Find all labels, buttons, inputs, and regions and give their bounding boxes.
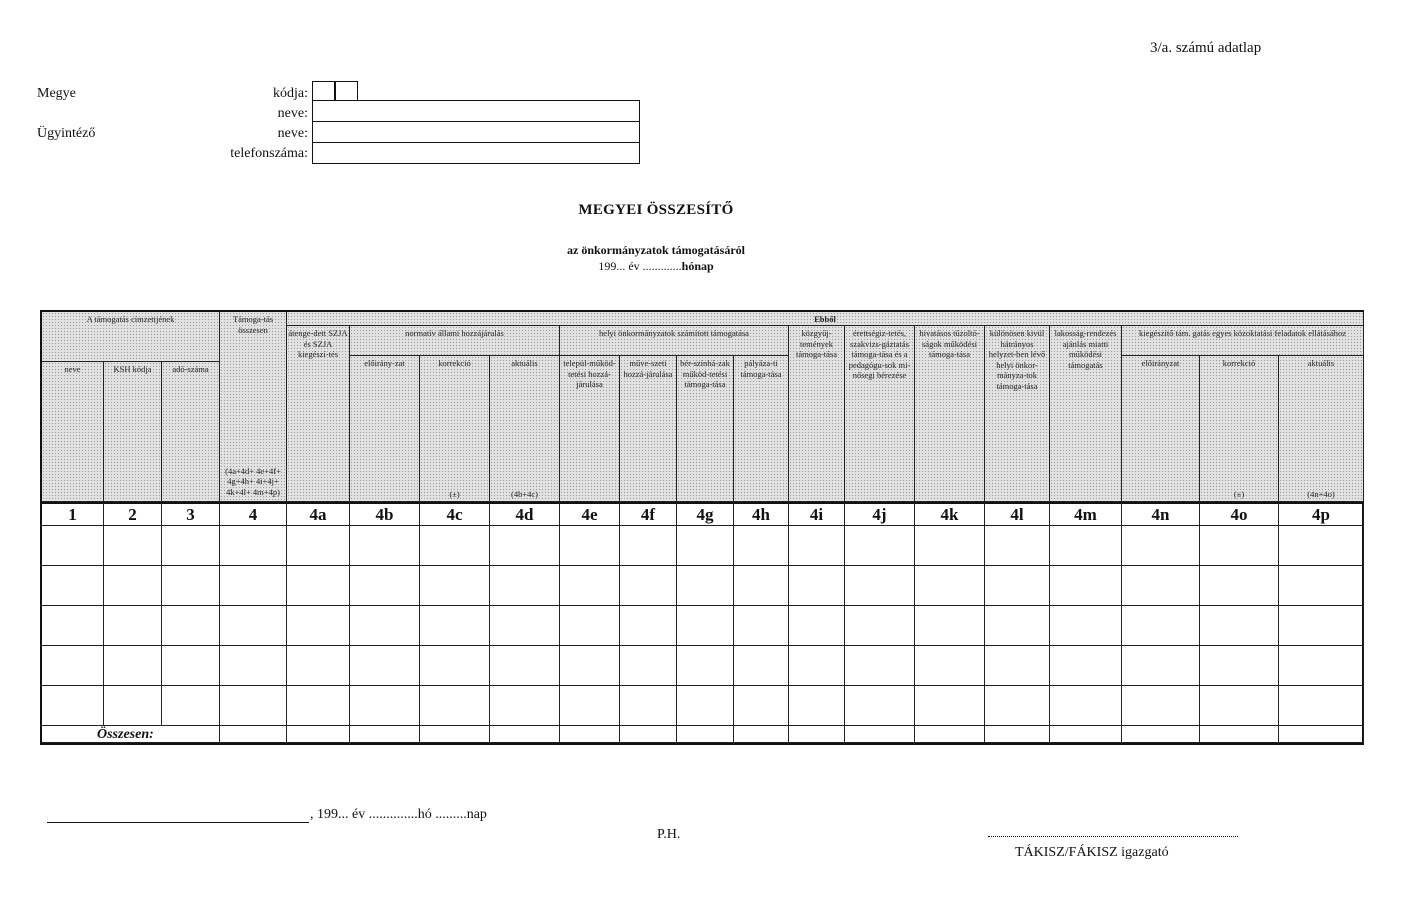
column-number-4o	[1200, 502, 1279, 526]
total-cell[interactable]	[350, 726, 420, 743]
total-cell[interactable]	[490, 726, 560, 743]
data-cell[interactable]	[1050, 526, 1122, 566]
data-cell[interactable]	[104, 606, 162, 646]
column-header-label: települ-működ-tetési hozzá-járulása	[563, 358, 616, 389]
data-cell[interactable]	[350, 566, 420, 606]
data-cell[interactable]	[420, 686, 490, 726]
data-cell[interactable]	[560, 686, 620, 726]
data-cell[interactable]	[220, 566, 287, 606]
total-label: Összesen:	[97, 727, 154, 742]
data-cell[interactable]	[220, 606, 287, 646]
data-cell[interactable]	[845, 606, 915, 646]
total-cell[interactable]	[677, 726, 734, 743]
data-cell[interactable]	[620, 646, 677, 686]
data-cell[interactable]	[845, 566, 915, 606]
header-total-formula: (4a+4d+ 4e+4f+ 4g+4h+ 4i+4j+ 4k+4l+ 4m+4p)	[225, 465, 281, 497]
data-cell[interactable]	[789, 686, 845, 726]
data-cell[interactable]	[560, 566, 620, 606]
data-cell[interactable]	[677, 606, 734, 646]
telefonszam-field[interactable]	[312, 143, 638, 163]
data-cell[interactable]	[104, 646, 162, 686]
header-normativ-group	[350, 326, 560, 356]
total-cell[interactable]	[620, 726, 677, 743]
data-cell[interactable]	[220, 526, 287, 566]
data-cell[interactable]	[220, 646, 287, 686]
total-cell[interactable]	[1200, 726, 1279, 743]
data-cell[interactable]	[1122, 686, 1200, 726]
header-normativ-label: normatív állami hozzájárulás	[405, 328, 504, 338]
header-helyi-label: helyi önkormányzatok számított támogatása	[599, 328, 749, 338]
column-number: 4d	[515, 505, 534, 524]
column-header-label: pályáza-ti támoga-tása	[740, 358, 782, 379]
data-cell[interactable]	[104, 686, 162, 726]
ph-label: P.H.	[657, 827, 681, 842]
data-cell[interactable]	[677, 646, 734, 686]
data-cell[interactable]	[42, 526, 104, 566]
data-cell[interactable]	[162, 526, 220, 566]
data-cell[interactable]	[287, 526, 350, 566]
data-cell[interactable]	[350, 646, 420, 686]
column-number: 4c	[446, 505, 463, 524]
data-cell[interactable]	[677, 686, 734, 726]
column-number-3	[162, 502, 220, 526]
column-header-3	[162, 362, 220, 502]
column-header-4o	[1200, 356, 1279, 502]
column-header-4b	[350, 356, 420, 502]
column-header-label: neve	[64, 364, 81, 374]
column-number-4p	[1279, 502, 1364, 526]
column-number-4l	[985, 502, 1050, 526]
data-cell[interactable]	[620, 686, 677, 726]
header-recipient-label: A támogatás címzettjének	[86, 314, 175, 324]
data-cell[interactable]	[734, 686, 789, 726]
column-header-4k	[915, 326, 985, 502]
column-number-4d	[490, 502, 560, 526]
data-cell[interactable]	[915, 686, 985, 726]
data-cell[interactable]	[42, 686, 104, 726]
data-cell[interactable]	[620, 566, 677, 606]
total-cell[interactable]	[985, 726, 1050, 743]
data-cell[interactable]	[789, 646, 845, 686]
megye-neve-field[interactable]	[312, 101, 638, 121]
column-header-label: bér-színhá-zak működ-tetési támoga-tása	[680, 358, 730, 389]
data-cell[interactable]	[1050, 566, 1122, 606]
column-number-4n	[1122, 502, 1200, 526]
data-cell[interactable]	[1279, 686, 1364, 726]
signature-line[interactable]	[988, 836, 1238, 837]
data-cell[interactable]	[420, 606, 490, 646]
column-header-label: aktuális	[1307, 358, 1335, 368]
data-cell[interactable]	[1279, 526, 1364, 566]
data-cell[interactable]	[1279, 646, 1364, 686]
column-number: 1	[68, 505, 77, 524]
data-cell[interactable]	[490, 566, 560, 606]
column-number-4e	[560, 502, 620, 526]
data-cell[interactable]	[845, 526, 915, 566]
data-cell[interactable]	[677, 526, 734, 566]
data-cell[interactable]	[1279, 566, 1364, 606]
column-header-4i	[789, 326, 845, 502]
data-cell[interactable]	[620, 526, 677, 566]
data-cell[interactable]	[1050, 646, 1122, 686]
data-cell[interactable]	[1122, 646, 1200, 686]
place-line[interactable]	[47, 822, 309, 823]
data-cell[interactable]	[287, 686, 350, 726]
data-cell[interactable]	[220, 686, 287, 726]
column-header-4c	[420, 356, 490, 502]
column-number: 4	[248, 505, 258, 524]
data-cell[interactable]	[420, 566, 490, 606]
data-cell[interactable]	[915, 526, 985, 566]
column-number-4i	[789, 502, 845, 526]
header-recipient-group	[42, 312, 220, 362]
ugyintezo-label: Ügyintéző	[37, 126, 96, 141]
header-helyi-group	[560, 326, 789, 356]
data-cell[interactable]	[287, 646, 350, 686]
column-number: 4m	[1074, 505, 1097, 524]
column-header-2	[104, 362, 162, 502]
column-header-4p	[1279, 356, 1364, 502]
column-number-4b	[350, 502, 420, 526]
total-cell[interactable]	[560, 726, 620, 743]
column-header-4h	[734, 356, 789, 502]
column-number-1	[42, 502, 104, 526]
data-cell[interactable]	[1200, 566, 1279, 606]
column-number: 4j	[872, 505, 887, 524]
column-number-4c	[420, 502, 490, 526]
data-cell[interactable]	[560, 526, 620, 566]
data-cell[interactable]	[734, 646, 789, 686]
data-cell[interactable]	[1200, 606, 1279, 646]
column-header-footnote: (±)	[449, 489, 460, 499]
column-header-label: közgyűj-temények támoga-tása	[795, 328, 838, 359]
column-header-label: aktuális	[511, 358, 538, 368]
column-header-label: műve-szeti hozzá-járulása	[623, 358, 673, 379]
data-cell[interactable]	[560, 646, 620, 686]
header-total-support	[220, 312, 287, 502]
column-header-label: átenge-dett SZJA és SZJA kiegészí-tés	[288, 328, 348, 359]
column-number-4k	[915, 502, 985, 526]
total-cell[interactable]	[1050, 726, 1122, 743]
column-number-2	[104, 502, 162, 526]
data-cell[interactable]	[845, 646, 915, 686]
column-number: 4e	[581, 505, 598, 524]
megye-label: Megye	[37, 86, 76, 101]
data-cell[interactable]	[560, 606, 620, 646]
column-header-label: korrekció	[438, 358, 471, 368]
column-header-1	[42, 362, 104, 502]
header-kiegeszito-label: kiegészítő tám. gatás egyes közoktatási feladatok ellátásához	[1139, 328, 1346, 338]
data-cell[interactable]	[490, 606, 560, 646]
data-cell[interactable]	[1050, 686, 1122, 726]
column-number-4g	[677, 502, 734, 526]
column-header-label: előirányzat	[1141, 358, 1180, 368]
total-cell[interactable]	[287, 726, 350, 743]
total-cell[interactable]	[734, 726, 789, 743]
column-header-label: lakosság-rendezés ajánlás miatti működési támogatás	[1054, 328, 1117, 370]
column-number: 4b	[375, 505, 394, 524]
telefonszama-label: telefonszáma:	[230, 146, 308, 161]
total-cell[interactable]	[1279, 726, 1364, 743]
data-cell[interactable]	[1122, 566, 1200, 606]
signer-title: TÁKISZ/FÁKISZ igazgató	[1015, 845, 1169, 860]
column-number: 4g	[696, 505, 714, 524]
column-number: 4k	[940, 505, 959, 524]
data-cell[interactable]	[620, 606, 677, 646]
data-cell[interactable]	[162, 566, 220, 606]
total-cell[interactable]	[1122, 726, 1200, 743]
column-number: 4h	[752, 505, 770, 524]
column-number: 4n	[1151, 505, 1170, 524]
column-number: 4i	[809, 505, 824, 524]
header-ebbol-label: Ebből	[814, 314, 836, 324]
data-cell[interactable]	[104, 526, 162, 566]
data-cell[interactable]	[1200, 646, 1279, 686]
data-cell[interactable]	[490, 686, 560, 726]
data-cell[interactable]	[985, 686, 1050, 726]
data-cell[interactable]	[287, 606, 350, 646]
data-cell[interactable]	[1050, 606, 1122, 646]
column-number-4f	[620, 502, 677, 526]
header-kiegeszito-group	[1122, 326, 1364, 356]
megye-neve-label: neve:	[277, 106, 308, 121]
page-title: MEGYEI ÖSSZESÍTŐ	[578, 202, 734, 218]
data-cell[interactable]	[915, 646, 985, 686]
data-cell[interactable]	[734, 606, 789, 646]
data-cell[interactable]	[42, 566, 104, 606]
column-header-4e	[560, 356, 620, 502]
column-number: 4a	[309, 505, 327, 524]
column-number: 3	[186, 505, 195, 524]
column-header-footnote: (4b+4c)	[511, 489, 538, 499]
data-cell[interactable]	[677, 566, 734, 606]
column-number: 4l	[1010, 505, 1024, 524]
data-cell[interactable]	[420, 646, 490, 686]
data-cell[interactable]	[162, 606, 220, 646]
column-header-label: érettségiz-tetés, szakvizs-gáztatás támoga-tása és a pedagógu-sok mi-nősegi bérezése	[848, 328, 911, 380]
page-subtitle: az önkormányzatok támogatásáról	[567, 243, 745, 257]
column-header-4g	[677, 356, 734, 502]
column-header-label: hivatásos tűzoltó-ságok működési támoga-tása	[919, 328, 980, 359]
column-header-4d	[490, 356, 560, 502]
column-header-4m	[1050, 326, 1122, 502]
column-header-4j	[845, 326, 915, 502]
data-cell[interactable]	[490, 526, 560, 566]
column-header-4f	[620, 356, 677, 502]
data-cell[interactable]	[42, 646, 104, 686]
data-cell[interactable]	[789, 566, 845, 606]
data-cell[interactable]	[985, 646, 1050, 686]
column-number-4j	[845, 502, 915, 526]
header-total-support-label: Támoga-tás összesen	[232, 314, 274, 335]
date-text: , 199... év ..............hó .........nap	[310, 807, 487, 822]
total-cell[interactable]	[845, 726, 915, 743]
data-cell[interactable]	[104, 566, 162, 606]
column-header-label: különösen kivül hátrányos helyzet-ben lévő helyi önkor-mányza-tok támoga-tása	[988, 328, 1046, 391]
total-cell[interactable]	[915, 726, 985, 743]
data-cell[interactable]	[490, 646, 560, 686]
column-number-4h	[734, 502, 789, 526]
data-cell[interactable]	[734, 526, 789, 566]
data-cell[interactable]	[845, 686, 915, 726]
data-cell[interactable]	[1200, 526, 1279, 566]
column-header-4a	[287, 326, 350, 502]
data-cell[interactable]	[1122, 606, 1200, 646]
column-number-4a	[287, 502, 350, 526]
ugyintezo-neve-label: neve:	[277, 126, 308, 141]
data-cell[interactable]	[162, 646, 220, 686]
data-cell[interactable]	[1122, 526, 1200, 566]
data-cell[interactable]	[915, 606, 985, 646]
column-header-4l	[985, 326, 1050, 502]
column-header-label: KSH kódja	[113, 364, 152, 374]
column-header-label: korrekció	[1222, 358, 1256, 368]
column-header-footnote: (4n+4o)	[1307, 489, 1335, 499]
data-cell[interactable]	[162, 686, 220, 726]
total-cell[interactable]	[220, 726, 287, 743]
data-cell[interactable]	[420, 526, 490, 566]
data-cell[interactable]	[789, 526, 845, 566]
ugyintezo-neve-field[interactable]	[312, 122, 638, 142]
data-cell[interactable]	[350, 686, 420, 726]
data-cell[interactable]	[42, 606, 104, 646]
data-cell[interactable]	[985, 606, 1050, 646]
column-number: 4o	[1230, 505, 1248, 524]
data-cell[interactable]	[734, 566, 789, 606]
form-id: 3/a. számú adatlap	[1150, 40, 1262, 56]
data-cell[interactable]	[1279, 606, 1364, 646]
column-number: 2	[128, 505, 137, 524]
data-cell[interactable]	[985, 526, 1050, 566]
data-cell[interactable]	[287, 566, 350, 606]
data-cell[interactable]	[350, 606, 420, 646]
column-number: 4p	[1312, 505, 1330, 524]
total-cell[interactable]	[789, 726, 845, 743]
column-header-footnote: (±)	[1233, 489, 1245, 499]
data-cell[interactable]	[789, 606, 845, 646]
column-header-label: adó-száma	[172, 364, 209, 374]
column-header-4n	[1122, 356, 1200, 502]
column-header-label: előirány-zat	[364, 358, 405, 368]
kodja-label: kódja:	[273, 86, 308, 101]
total-label-cell	[42, 726, 220, 743]
data-cell[interactable]	[1200, 686, 1279, 726]
column-number-4	[220, 502, 287, 526]
summary-table	[40, 310, 1364, 745]
data-cell[interactable]	[350, 526, 420, 566]
period-line: 199... év .............hónap	[598, 259, 714, 273]
column-number-4m	[1050, 502, 1122, 526]
total-cell[interactable]	[420, 726, 490, 743]
column-number: 4f	[640, 505, 656, 524]
header-ebbol	[287, 312, 1364, 326]
data-cell[interactable]	[985, 566, 1050, 606]
data-cell[interactable]	[915, 566, 985, 606]
